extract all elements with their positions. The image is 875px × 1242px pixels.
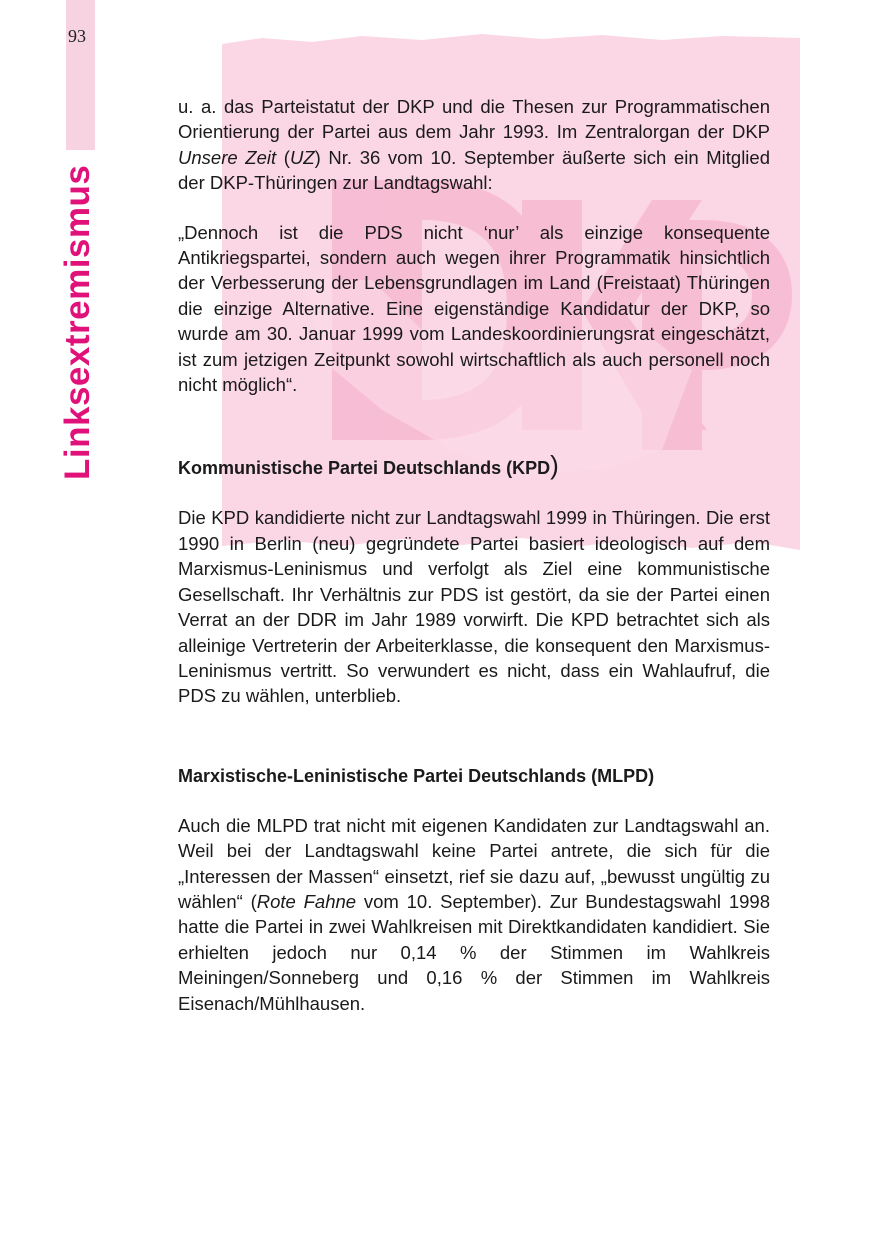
intro-text-b: ( (276, 146, 290, 168)
chapter-side-title: Linksextremismus (58, 164, 97, 480)
page-number: 93 (68, 26, 86, 46)
newspaper-abbrev: UZ (289, 146, 315, 168)
mlpd-heading: Marxistische-Leninistische Partei Deutschlands (MLPD) (178, 765, 655, 786)
page-content (178, 94, 770, 1016)
intro-text-a: u. a. das Parteistatut der DKP und die Thesen zur Programmatischen Orientierung der Partei aus dem Jahr 1993. Im Zentralorgan der DKP (178, 96, 770, 143)
newspaper-title: Unsere Zeit (178, 146, 277, 168)
mlpd-newspaper-title: Rote Fahne (256, 890, 357, 912)
intro-text-c: ) Nr. 36 vom 10. September äußerte sich ein Mitglied der DKP-Thüringen zur Landtagswahl: (178, 146, 770, 194)
intro-paragraph (178, 94, 770, 196)
mlpd-text-b: vom 10. September). Zur Bundestagswahl 1998 hatte die Partei in zwei Wahlkreisen mit Direktkandidaten kandidiert. Sie erhielten jedoch nur 0,14 % der Stimmen im Wahlkreis Meiningen/Sonneberg und 0,16 % der Stimmen im Wahlkreis Eisenach/Mühlhausen. (178, 890, 770, 1014)
mlpd-text-a: Auch die MLPD trat nicht mit eigenen Kandidaten zur Landtagswahl an. Weil bei der Landtagswahl keine Partei antrete, die sich für die „Interessen der Massen“ einsetzt, rief sie dazu auf, „bewusst ungültig zu wählen“ ( (178, 814, 770, 912)
page-number-tab (66, 0, 95, 150)
mlpd-paragraph (178, 813, 770, 1016)
kpd-heading (178, 450, 770, 481)
kpd-paragraph: Die KPD kandidierte nicht zur Landtagswahl 1999 in Thüringen. Die erst 1990 in Berlin (neu) gegründete Partei basiert ideologisch auf dem Marxismus-Leninismus und verfolgt als Ziel eine kommunistische Gesellschaft. Ihr Verhältnis zur PDS ist gestört, da sie der Partei einen Verrat an der DDR im Jahr 1989 vorwirft. Die KPD betrachtet sich als alleinige Vertreterin der Arbeiterklasse, die konsequent den Marxismus-Leninismus vertritt. So verwundert es nicht, dass ein Wahlaufruf, die PDS zu wählen, unterblieb. (178, 507, 770, 707)
quote-paragraph: „Dennoch ist die PDS nicht ‘nur’ als einzige konsequente Antikriegspartei, sondern auch wegen ihrer Programmatik hinsichtlich der Verbesserung der Lebensgrundlagen im Land (Freistaat) Thüringen die einzige Alternative. Eine eigenständige Kandidatur der DKP, so wurde am 30. Januar 1999 vom Landeskoordinierungsrat eingeschätzt, ist zum jetzigen Zeitpunkt sowohl wirtschaftlich als auch personell noch nicht möglich“. (178, 221, 770, 396)
kpd-heading-paren: ) (550, 450, 559, 481)
kpd-heading-text: Kommunistische Partei Deutschlands (KPD (178, 458, 551, 479)
